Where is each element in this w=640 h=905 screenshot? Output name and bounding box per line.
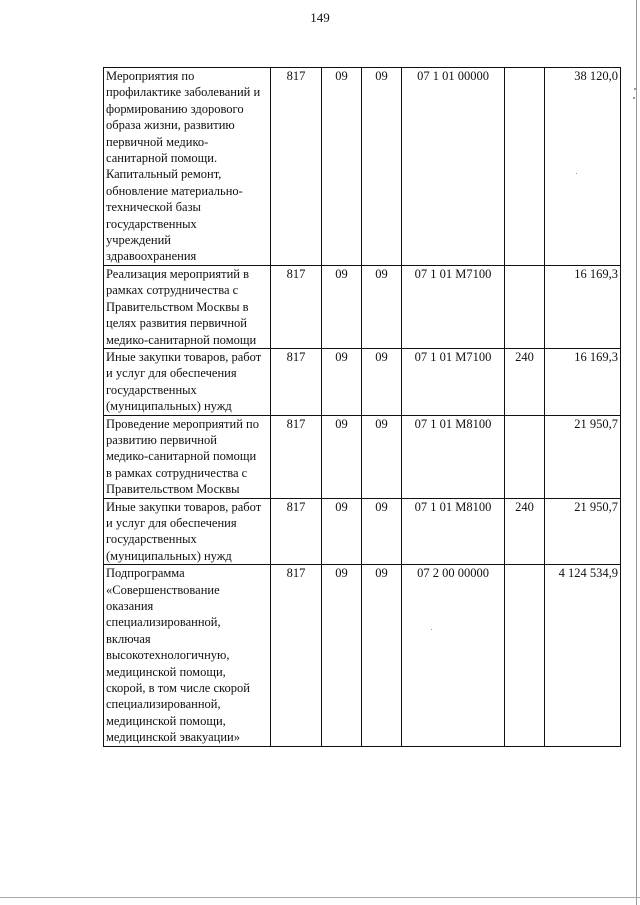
cell-name-line: Проведение мероприятий по <box>106 416 259 431</box>
cell-name-line: Мероприятия по <box>106 69 195 83</box>
cell-vr: 240 <box>505 348 545 415</box>
cell-rz: 09 <box>322 348 362 415</box>
page-number: 149 <box>310 10 330 25</box>
budget-table <box>103 67 621 747</box>
cell-ved: 817 <box>271 498 322 565</box>
cell-name-line: Капитальный ремонт, <box>106 167 222 182</box>
table-body <box>104 68 621 747</box>
cell-name-line: медицинской помощи, <box>106 664 226 679</box>
cell-amount: 21 950,7 <box>545 415 621 498</box>
cell-name-line: целях развития первичной <box>106 316 247 331</box>
cell-ved: 817 <box>271 68 322 266</box>
cell-csr: 07 2 00 00000 <box>402 565 505 746</box>
cell-vr: 240 <box>505 498 545 565</box>
scan-speck <box>576 173 577 174</box>
cell-rz: 09 <box>322 498 362 565</box>
table-row <box>104 265 621 348</box>
cell-name-line: первичной медико- <box>106 134 209 149</box>
cell-pr: 09 <box>362 68 402 266</box>
cell-name-line: профилактике заболеваний и <box>106 85 261 100</box>
cell-name-line: Подпрограмма <box>106 566 185 581</box>
cell-name-line: Правительством Москвы <box>106 482 240 497</box>
cell-name <box>104 565 271 746</box>
cell-csr: 07 1 01 М7100 <box>402 265 505 348</box>
cell-name-line: специализированной, <box>106 615 221 630</box>
cell-name-line: скорой, в том числе скорой <box>106 681 250 696</box>
scan-speck <box>634 88 636 90</box>
table-row <box>104 565 621 746</box>
cell-name-line: образа жизни, развитию <box>106 118 235 133</box>
cell-name-line: здравоохранения <box>106 249 197 264</box>
cell-vr <box>505 415 545 498</box>
cell-amount: 4 124 534,9 <box>545 565 621 746</box>
scan-edge-right <box>636 0 637 905</box>
cell-amount: 16 169,3 <box>545 265 621 348</box>
table-row <box>104 68 621 266</box>
cell-name-line: оказания <box>106 599 154 613</box>
cell-rz: 09 <box>322 565 362 746</box>
table-row <box>104 498 621 565</box>
cell-ved: 817 <box>271 348 322 415</box>
cell-name-line: и услуг для обеспечения <box>106 515 237 530</box>
cell-amount: 38 120,0 <box>545 68 621 266</box>
cell-name-line: формированию здорового <box>106 101 244 116</box>
cell-pr: 09 <box>362 348 402 415</box>
cell-ved: 817 <box>271 415 322 498</box>
cell-name-line: учреждений <box>106 233 171 248</box>
cell-rz: 09 <box>322 265 362 348</box>
cell-name-line: медико-санитарной помощи <box>106 449 257 464</box>
cell-name-line: технической базы <box>106 200 201 215</box>
cell-name-line: государственных <box>106 532 197 547</box>
cell-name-line: в рамках сотрудничества с <box>106 465 248 480</box>
cell-name-line: санитарной помощи. <box>106 151 218 166</box>
cell-name-line: высокотехнологичную, <box>106 648 230 663</box>
cell-rz: 09 <box>322 415 362 498</box>
cell-csr: 07 1 01 М7100 <box>402 348 505 415</box>
cell-name-line: медицинской эвакуации» <box>106 730 240 745</box>
cell-name-line: «Совершенствование <box>106 582 220 597</box>
scan-speck <box>633 97 635 99</box>
cell-pr: 09 <box>362 265 402 348</box>
cell-name <box>104 415 271 498</box>
cell-vr <box>505 68 545 266</box>
cell-name-line: (муниципальных) нужд <box>106 399 232 414</box>
cell-csr: 07 1 01 00000 <box>402 68 505 266</box>
cell-name <box>104 265 271 348</box>
cell-ved: 817 <box>271 565 322 746</box>
cell-name-line: Правительством Москвы в <box>106 299 249 314</box>
cell-csr: 07 1 01 М8100 <box>402 415 505 498</box>
cell-name <box>104 68 271 266</box>
cell-name-line: государственных <box>106 382 197 397</box>
cell-pr: 09 <box>362 565 402 746</box>
cell-name-line: медицинской помощи, <box>106 713 226 728</box>
cell-amount: 21 950,7 <box>545 498 621 565</box>
cell-name <box>104 498 271 565</box>
cell-name-line: рамках сотрудничества с <box>106 283 239 298</box>
cell-name-line: Реализация мероприятий в <box>106 266 250 281</box>
scan-edge-bottom <box>0 897 640 898</box>
cell-name-line: (муниципальных) нужд <box>106 548 232 563</box>
cell-name-line: Иные закупки товаров, работ <box>106 499 262 514</box>
cell-rz: 09 <box>322 68 362 266</box>
cell-name-line: развитию первичной <box>106 432 217 447</box>
cell-name-line: обновление материально- <box>106 183 243 198</box>
cell-name-line: специализированной, <box>106 697 221 712</box>
cell-pr: 09 <box>362 415 402 498</box>
cell-pr: 09 <box>362 498 402 565</box>
cell-ved: 817 <box>271 265 322 348</box>
table-row <box>104 348 621 415</box>
cell-name-line: и услуг для обеспечения <box>106 366 237 381</box>
cell-name <box>104 348 271 415</box>
table-row <box>104 415 621 498</box>
cell-name-line: медико-санитарной помощи <box>106 332 257 347</box>
cell-name-line: включая <box>106 631 151 646</box>
scan-speck <box>431 629 432 630</box>
cell-vr <box>505 265 545 348</box>
cell-csr: 07 1 01 М8100 <box>402 498 505 565</box>
cell-vr <box>505 565 545 746</box>
cell-amount: 16 169,3 <box>545 348 621 415</box>
cell-name-line: Иные закупки товаров, работ <box>106 349 262 364</box>
cell-name-line: государственных <box>106 216 197 231</box>
